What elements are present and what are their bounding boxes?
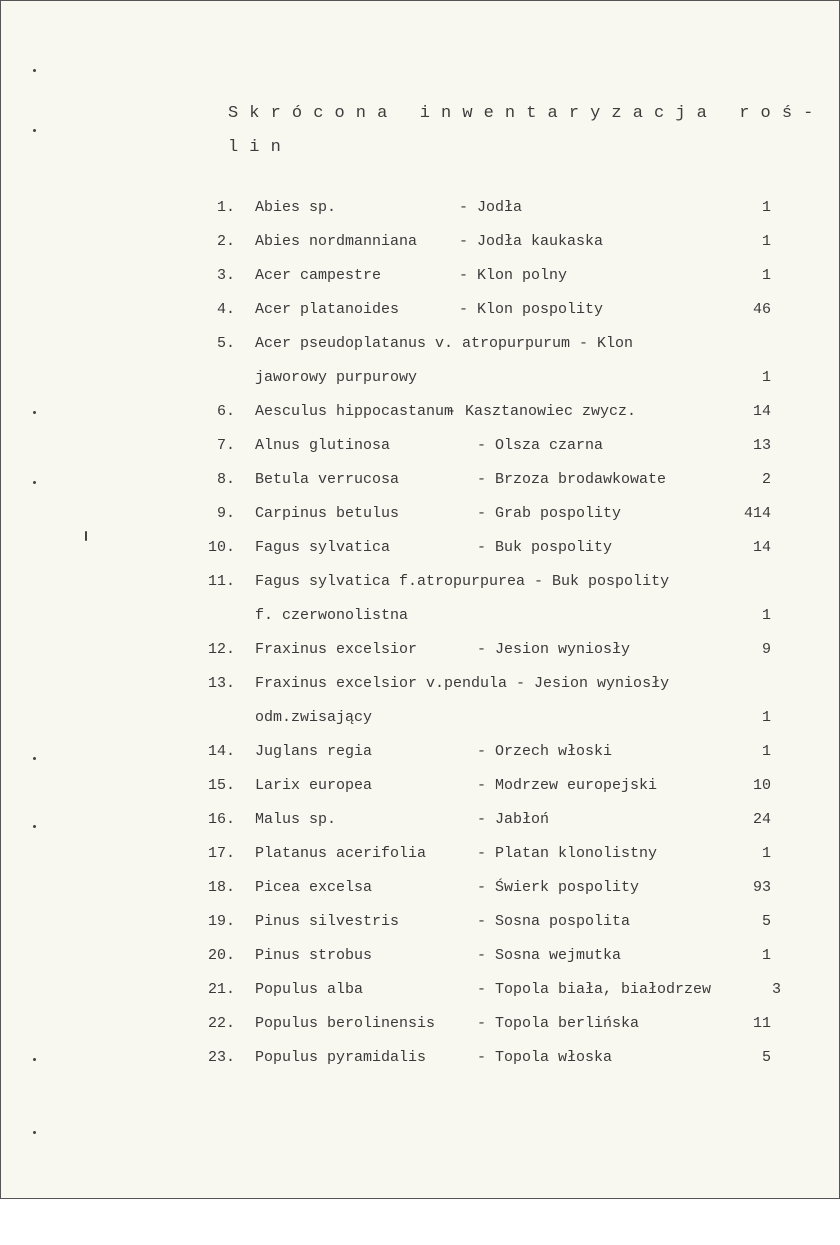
item-latin-name: Betula verrucosa (255, 471, 400, 488)
item-text-line-1: Acer pseudoplatanus v. atropurpurum - Klon (255, 335, 634, 352)
item-count: 46 (752, 301, 771, 318)
item-count: 1 (761, 199, 771, 216)
item-latin-name: Populus berolinensis (255, 1015, 436, 1032)
list-item (201, 463, 791, 497)
list-item (201, 837, 791, 871)
item-latin-name: Abies nordmanniana (255, 233, 418, 250)
item-latin-name: Larix europea (255, 777, 373, 794)
item-polish-name: - Orzech włoski (477, 743, 613, 760)
list-item-continuation (201, 701, 791, 735)
item-latin-name: Pinus strobus (255, 947, 373, 964)
item-count: 93 (752, 879, 771, 896)
document-title (228, 97, 825, 165)
item-number: 16. (207, 811, 235, 828)
item-number: 14. (207, 743, 235, 760)
paper-speck (33, 481, 36, 484)
item-text-line-2: jaworowy purpurowy (255, 369, 418, 386)
list-item-continuation (201, 599, 791, 633)
list-item (201, 803, 791, 837)
item-number: 20. (207, 947, 235, 964)
list-item (201, 225, 791, 259)
item-count: 1 (761, 845, 771, 862)
item-latin-name: Juglans regia (255, 743, 373, 760)
list-item (201, 667, 791, 701)
list-item (201, 531, 791, 565)
item-latin-name: Acer campestre (255, 267, 382, 284)
item-polish-name: - Klon pospolity (459, 301, 604, 318)
item-count: 1 (761, 709, 771, 726)
list-item (201, 395, 791, 429)
item-latin-name: Populus alba (255, 981, 364, 998)
item-text-line-1: Fagus sylvatica f.atropurpurea - Buk pospolity (255, 573, 670, 590)
item-polish-name: - Klon polny (459, 267, 568, 284)
item-polish-name: - Platan klonolistny (477, 845, 658, 862)
item-count: 1 (761, 369, 771, 386)
item-number: 17. (207, 845, 235, 862)
item-latin-name: Populus pyramidalis (255, 1049, 427, 1066)
item-count: 1 (761, 743, 771, 760)
item-polish-name: - Buk pospolity (477, 539, 613, 556)
item-count: 10 (752, 777, 771, 794)
item-number: 22. (207, 1015, 235, 1032)
item-polish-name: - Topola biała, białodrzew (477, 981, 712, 998)
item-number: 13. (207, 675, 235, 692)
paper-speck (33, 1058, 36, 1061)
item-polish-name: - Jabłoń (477, 811, 550, 828)
list-item (201, 1041, 791, 1075)
item-number: 7. (216, 437, 235, 454)
list-item (201, 905, 791, 939)
item-latin-name: Picea excelsa (255, 879, 373, 896)
paper-speck (33, 129, 36, 132)
list-item (201, 1007, 791, 1041)
item-polish-name: - Grab pospolity (477, 505, 622, 522)
list-item (201, 871, 791, 905)
item-polish-name: - Sosna pospolita (477, 913, 631, 930)
item-polish-name: - Topola włoska (477, 1049, 613, 1066)
item-polish-name: - Świerk pospolity (477, 879, 640, 896)
list-item-continuation (201, 361, 791, 395)
list-item (201, 327, 791, 361)
item-latin-name: Abies sp. (255, 199, 337, 216)
item-polish-name: - Olsza czarna (477, 437, 604, 454)
item-number: 3. (216, 267, 235, 284)
item-count: 1 (761, 607, 771, 624)
paper-speck (33, 411, 36, 414)
item-count: 1 (761, 947, 771, 964)
list-item (201, 939, 791, 973)
item-latin-name: Aesculus hippocastanum (255, 403, 454, 420)
item-polish-name: - Kasztanowiec zwycz. (447, 403, 637, 420)
item-number: 5. (216, 335, 235, 352)
list-item (201, 633, 791, 667)
item-number: 11. (207, 573, 235, 590)
item-number: 2. (216, 233, 235, 250)
item-polish-name: - Jesion wyniosły (477, 641, 631, 658)
item-count: 24 (752, 811, 771, 828)
item-polish-name: - Sosna wejmutka (477, 947, 622, 964)
plant-inventory-list (201, 191, 791, 1075)
item-count: 1 (761, 267, 771, 284)
paper-speck (33, 757, 36, 760)
item-number: 19. (207, 913, 235, 930)
list-item (201, 769, 791, 803)
item-polish-name: - Topola berlińska (477, 1015, 640, 1032)
paper-speck (33, 825, 36, 828)
item-number: 21. (207, 981, 235, 998)
item-number: 23. (207, 1049, 235, 1066)
title-line-2: lin (228, 138, 292, 157)
item-number: 12. (207, 641, 235, 658)
item-latin-name: Fraxinus excelsior (255, 641, 418, 658)
item-latin-name: Fagus sylvatica (255, 539, 391, 556)
item-polish-name: - Jodła kaukaska (459, 233, 604, 250)
paper-speck (33, 69, 36, 72)
item-count: 1 (761, 233, 771, 250)
item-latin-name: Carpinus betulus (255, 505, 400, 522)
item-count: 9 (761, 641, 771, 658)
item-latin-name: Platanus acerifolia (255, 845, 427, 862)
item-number: 1. (216, 199, 235, 216)
item-number: 6. (216, 403, 235, 420)
item-count: 11 (752, 1015, 771, 1032)
list-item (201, 191, 791, 225)
item-latin-name: Malus sp. (255, 811, 337, 828)
item-count: 14 (752, 539, 771, 556)
list-item (201, 429, 791, 463)
item-number: 9. (216, 505, 235, 522)
item-count: 3 (771, 981, 781, 998)
list-item (201, 259, 791, 293)
item-number: 4. (216, 301, 235, 318)
list-item (201, 973, 791, 1007)
paper-speck (85, 531, 87, 541)
item-number: 15. (207, 777, 235, 794)
item-number: 10. (207, 539, 235, 556)
item-polish-name: - Brzoza brodawkowate (477, 471, 667, 488)
item-count: 414 (743, 505, 771, 522)
item-number: 8. (216, 471, 235, 488)
paper-speck (33, 1131, 36, 1134)
list-item (201, 565, 791, 599)
item-count: 2 (761, 471, 771, 488)
item-latin-name: Acer platanoides (255, 301, 400, 318)
item-text-line-2: odm.zwisający (255, 709, 373, 726)
item-latin-name: Alnus glutinosa (255, 437, 391, 454)
list-item (201, 735, 791, 769)
title-line-1: Skrócona inwentaryzacja roś- (228, 104, 825, 123)
item-count: 5 (761, 1049, 771, 1066)
item-number: 18. (207, 879, 235, 896)
item-latin-name: Pinus silvestris (255, 913, 400, 930)
item-count: 14 (752, 403, 771, 420)
item-text-line-1: Fraxinus excelsior v.pendula - Jesion wyniosły (255, 675, 670, 692)
item-polish-name: - Jodła (459, 199, 523, 216)
item-polish-name: - Modrzew europejski (477, 777, 658, 794)
list-item (201, 293, 791, 327)
item-count: 5 (761, 913, 771, 930)
item-count: 13 (752, 437, 771, 454)
list-item (201, 497, 791, 531)
item-text-line-2: f. czerwonolistna (255, 607, 409, 624)
